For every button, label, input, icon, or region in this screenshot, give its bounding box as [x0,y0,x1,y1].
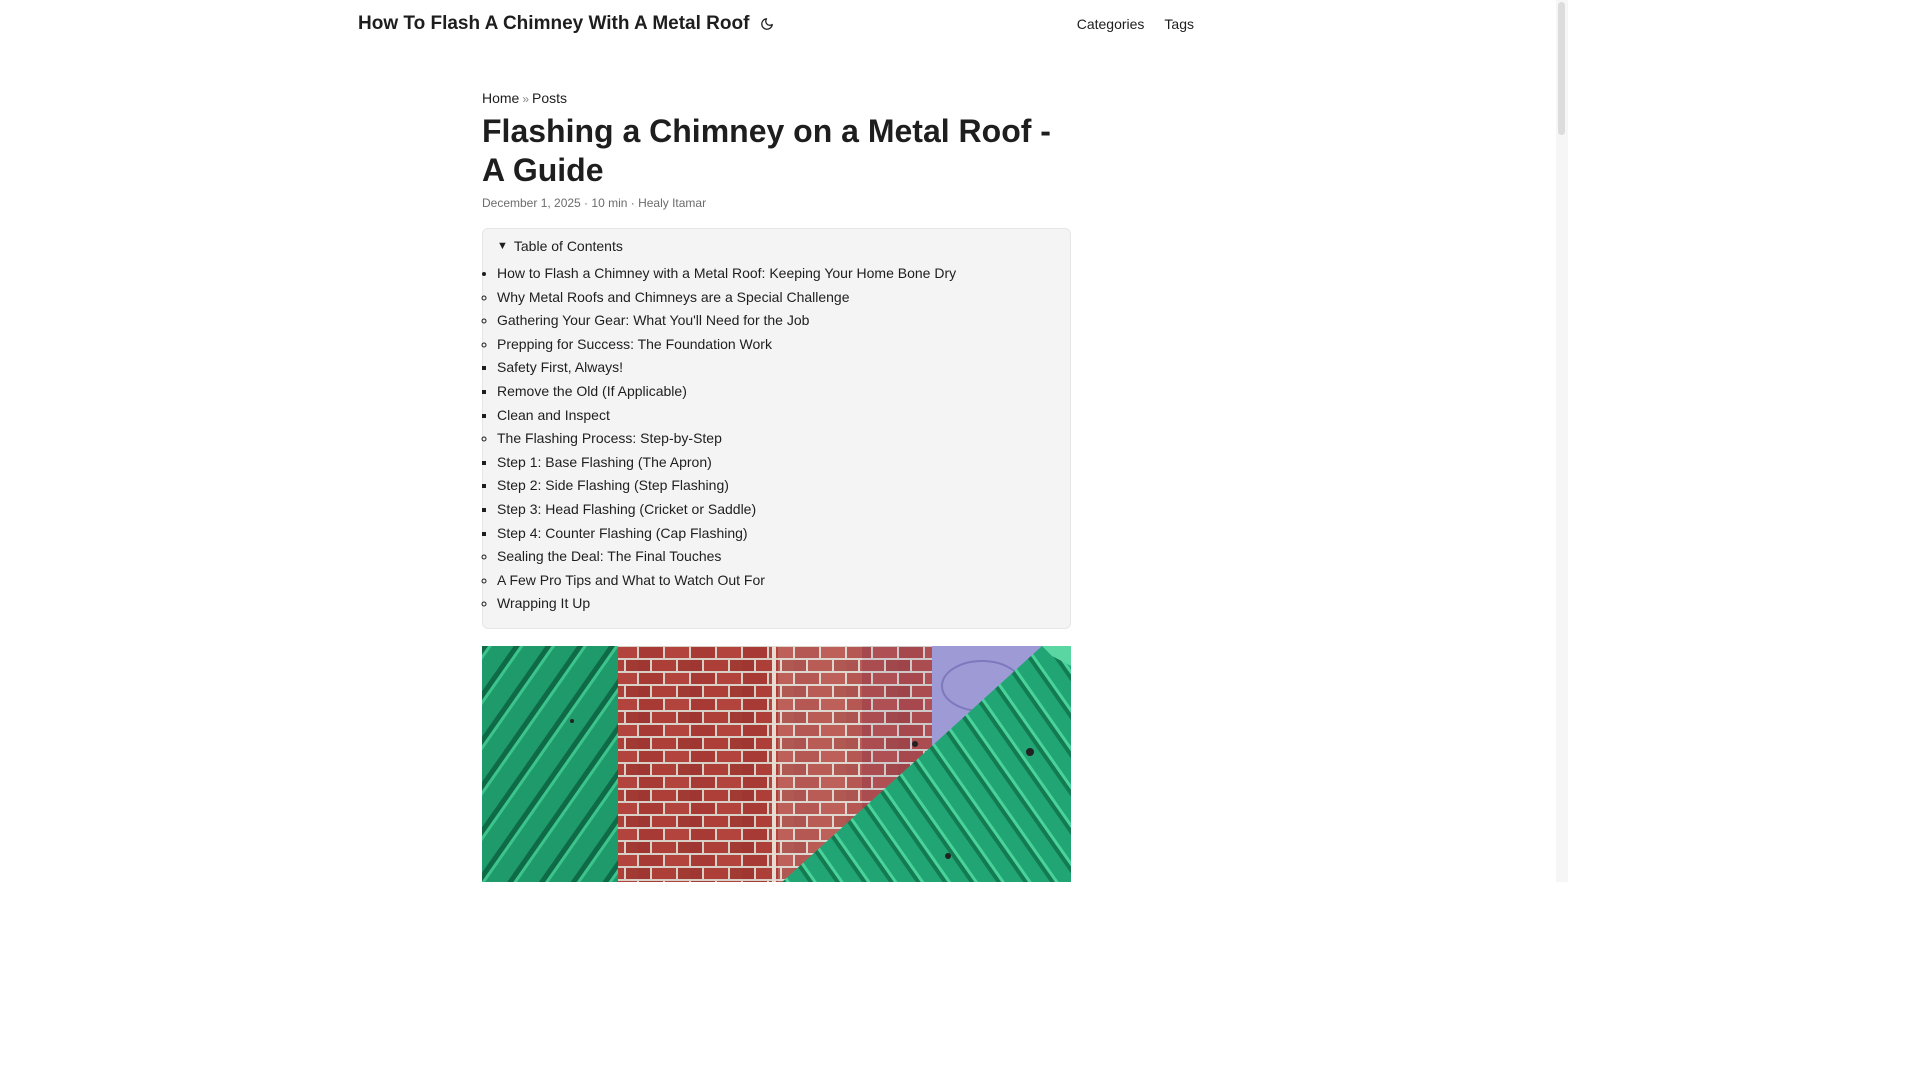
main-content [482,88,1071,629]
list-item [497,262,1056,616]
toc-link[interactable]: Step 4: Counter Flashing (Cap Flashing) [497,524,748,541]
breadcrumb-separator: » [522,92,530,106]
post-meta: December 1, 2025 · 10 min · Healy Itamar [482,196,707,210]
list-item [497,333,1056,427]
toc-link[interactable]: How to Flash a Chimney with a Metal Roof: Keeping Your Home Bone Dry [497,265,957,281]
list-item [497,427,1056,545]
moon-icon[interactable] [759,16,775,32]
site-title-link[interactable]: How To Flash A Chimney With A Metal Roof [358,13,750,34]
hero-image [482,646,1071,882]
toc-summary[interactable] [497,237,1056,255]
toc-link[interactable]: Why Metal Roofs and Chimneys are a Special Challenge [497,288,850,305]
toc-list [497,262,1056,616]
breadcrumb [482,90,1071,106]
toc-link[interactable]: Step 3: Head Flashing (Cricket or Saddle) [497,500,757,517]
nav-tags[interactable]: Tags [1164,16,1194,32]
list-item [497,592,1056,616]
nav-categories[interactable]: Categories [1076,16,1145,32]
page-title: Flashing a Chimney on a Metal Roof - A Guide [482,113,1051,188]
toc-link[interactable]: Clean and Inspect [497,406,610,423]
toc-sublist [497,451,1056,545]
list-item [497,522,1056,546]
toc-link[interactable]: Gathering Your Gear: What You'll Need for the Job [497,312,810,329]
toc-summary-label: Table of Contents [513,238,623,254]
top-nav [1077,16,1194,32]
list-item [497,545,1056,569]
toc-link[interactable]: Sealing the Deal: The Final Touches [497,548,722,565]
list-item [497,356,1056,380]
chimney-illustration [482,646,1071,882]
table-of-contents [482,228,1071,629]
list-item [497,309,1056,333]
toc-link[interactable]: The Flashing Process: Step-by-Step [497,430,722,447]
list-item [497,569,1056,593]
list-item [497,451,1056,475]
list-item [497,286,1056,310]
breadcrumb-home[interactable]: Home [482,90,520,106]
breadcrumb-posts[interactable]: Posts [532,90,568,106]
list-item [497,404,1056,428]
toc-link[interactable]: Wrapping It Up [497,595,591,612]
toc-link[interactable]: Safety First, Always! [497,359,624,376]
brand [358,13,775,35]
toc-link[interactable]: Remove the Old (If Applicable) [497,382,687,399]
toc-sublist [497,356,1056,427]
site-header [358,0,1194,48]
triangle-down-icon: ▼ [497,240,508,252]
list-item [497,474,1056,498]
toc-link[interactable]: Prepping for Success: The Foundation Work [497,335,772,352]
list-item [497,498,1056,522]
scrollbar-thumb[interactable] [1558,2,1565,135]
list-item [497,380,1056,404]
scrollbar[interactable] [1556,0,1568,882]
toc-sublist [497,286,1056,616]
toc-link[interactable]: Step 1: Base Flashing (The Apron) [497,453,712,470]
toc-link[interactable]: Step 2: Side Flashing (Step Flashing) [497,477,729,494]
toc-link[interactable]: A Few Pro Tips and What to Watch Out For [497,571,765,588]
